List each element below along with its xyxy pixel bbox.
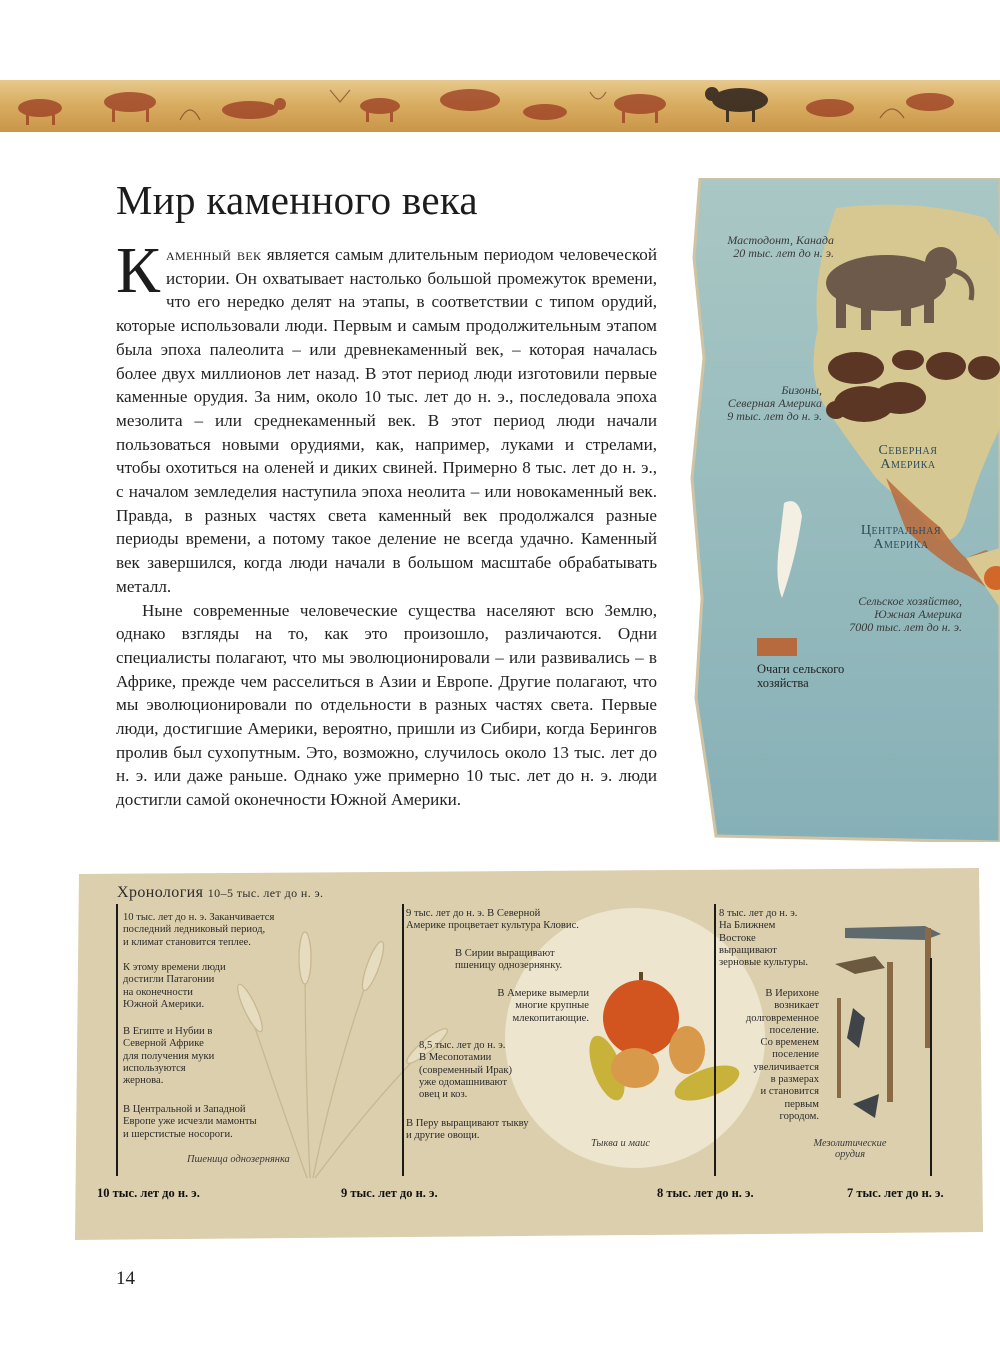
farming-legend-label — [757, 662, 887, 690]
col1-item-2: К этому времени люди достигли Патагонии на оконечности Южной Америки. — [123, 962, 226, 1010]
pumpkin-caption: Тыква и маис — [591, 1138, 650, 1149]
north-america-label — [858, 444, 958, 472]
americas-map — [686, 178, 1000, 842]
col1-item-1: 10 тыс. лет до н. э. Заканчивается последний ледниковый период, и климат становится теплее. — [123, 912, 275, 948]
bison-label-line-1: Бизоны, — [781, 383, 822, 397]
col3-item-1: 8 тыс. лет до н. э. На Ближнем Востоке выращивают зерновые культуры. — [719, 908, 809, 969]
map-illustration — [686, 178, 1000, 842]
wheat-caption: Пшеница однозернянка — [187, 1154, 290, 1165]
central-america-label-line-1: Центральная — [860, 523, 942, 538]
mastodon-label — [686, 234, 834, 260]
col2-item-5: В Перу выращивают тыкву и другие овощи. — [406, 1118, 529, 1142]
bison-label — [686, 384, 822, 423]
farming-label-line-2: Южная Америка — [874, 607, 962, 621]
col2-item-4: 8,5 тыс. лет до н. э. В Месопотамии (современный Ирак) уже одомашнивают овец и коз. — [419, 1040, 513, 1101]
tools-caption — [805, 1138, 895, 1160]
cave-painting-banner — [0, 80, 1000, 132]
central-america-label-line-2: Америка — [873, 537, 929, 552]
tools-caption-line-2: орудия — [834, 1149, 866, 1160]
farming-legend-swatch — [757, 638, 797, 656]
lead-in-smallcaps: аменный век — [166, 245, 262, 264]
page-title: Мир каменного века — [116, 177, 478, 223]
paragraph-1-text: является самым длительным периодом человеческой истории. Он охватывает настолько большой промежуток времени, что его нередко делят на этапы, в соответствии с типом орудий, которые использовали люди. Первым и самым продолжительным этапом была эпоха палеолита – или древнекаменный век, – которая началась более двух миллионов лет назад. В этот период люди изготовили первые каменные орудия. За ним, около 10 тыс. лет до н. э., последовала эпоха мезолита – или среднекаменный век. В этот период люди начали пользоваться новыми орудиями, как, например, луками и стрелами, чтобы охотиться на оленей и диких свиней. Примерно 8 тыс. лет до н. э., с началом земледелия наступила эпоха неолита – или новокаменный век. Правда, в разных частях света каменный век продолжался разные периоды времени, а потому такое деление не всегда удачно. Каменный век завершился, когда люди начали в большом масштабе обрабатывать металл. — [116, 245, 657, 596]
chronology-panel — [75, 868, 983, 1240]
tools-caption-line-1: Мезолитические — [813, 1138, 887, 1149]
article-paragraph-1 — [116, 234, 657, 599]
col3-item-2: В Иерихоне возникает долговременное поселение. Со временем поселение увеличивается в размерах и становится первым городом. — [745, 988, 819, 1122]
col1-item-4: В Центральной и Западной Европе уже исчезли мамонты и шерстистые носороги. — [123, 1104, 257, 1140]
mastodon-label-line-2: 20 тыс. лет до н. э. — [733, 246, 834, 260]
article-body — [116, 234, 657, 812]
col2-item-3: В Америке вымерли многие крупные млекопитающие. — [497, 988, 589, 1024]
central-america-label — [836, 524, 966, 552]
article-paragraph-2: Ныне современные человеческие существа населяют всю Землю, однако взгляды на то, как это произошло, различаются. Одни специалисты полагают, что мы эволюционировали – или развивались – в Африке, прежде чем расселиться в Азии и Европе. Другие полагают, что мы эволюционировали по отдельности в разных частях света. Первые люди, достигшие Америки, вероятно, пришли из Сибири, когда Берингов пролив был сухопутным. Это, возможно, случилось около 13 тыс. лет до н. э. или даже раньше. Однако уже примерно 10 тыс. лет до н. э. люди достигли самой оконечности Южной Америки. — [116, 600, 657, 810]
chronology-title-main: Хронология — [117, 884, 204, 901]
farming-legend-line-2: хозяйства — [757, 676, 809, 690]
timeline-bar-8k — [714, 904, 716, 1176]
mastodon-label-line-1: Мастодонт, Канада — [727, 233, 834, 247]
col1-item-3: В Египте и Нубии в Северной Африке для получения муки используются жернова. — [123, 1026, 215, 1087]
timeline-bar-9k — [402, 904, 404, 1176]
farming-label — [806, 595, 962, 634]
bison-label-line-2: Северная Америка — [727, 396, 822, 410]
page-number: 14 — [116, 1268, 135, 1289]
col2-item-2: В Сирии выращивают пшеницу однозернянку. — [455, 948, 563, 972]
timeline-mark-7k: 7 тыс. лет до н. э. — [847, 1186, 944, 1200]
cave-painting-illustration — [0, 80, 1000, 132]
col2-item-1: 9 тыс. лет до н. э. В Северной Америке процветает культура Кловис. — [406, 908, 579, 932]
chronology-title-range: 10–5 тыс. лет до н. э. — [207, 886, 324, 900]
chronology-title — [117, 884, 323, 902]
timeline-bar-10k — [116, 904, 118, 1176]
bison-label-line-3: 9 тыс. лет до н. э. — [727, 409, 822, 423]
farming-label-line-1: Сельское хозяйство, — [858, 594, 962, 608]
timeline-bar-7k — [930, 958, 932, 1176]
farming-label-line-3: 7000 тыс. лет до н. э. — [849, 620, 962, 634]
drop-cap: К — [116, 234, 161, 307]
timeline-mark-9k: 9 тыс. лет до н. э. — [341, 1186, 438, 1200]
north-america-label-line-2: Америка — [880, 457, 936, 472]
timeline-mark-8k: 8 тыс. лет до н. э. — [657, 1186, 754, 1200]
timeline-mark-10k: 10 тыс. лет до н. э. — [97, 1186, 200, 1200]
farming-legend-line-1: Очаги сельского — [757, 662, 845, 676]
north-america-label-line-1: Северная — [878, 443, 938, 458]
